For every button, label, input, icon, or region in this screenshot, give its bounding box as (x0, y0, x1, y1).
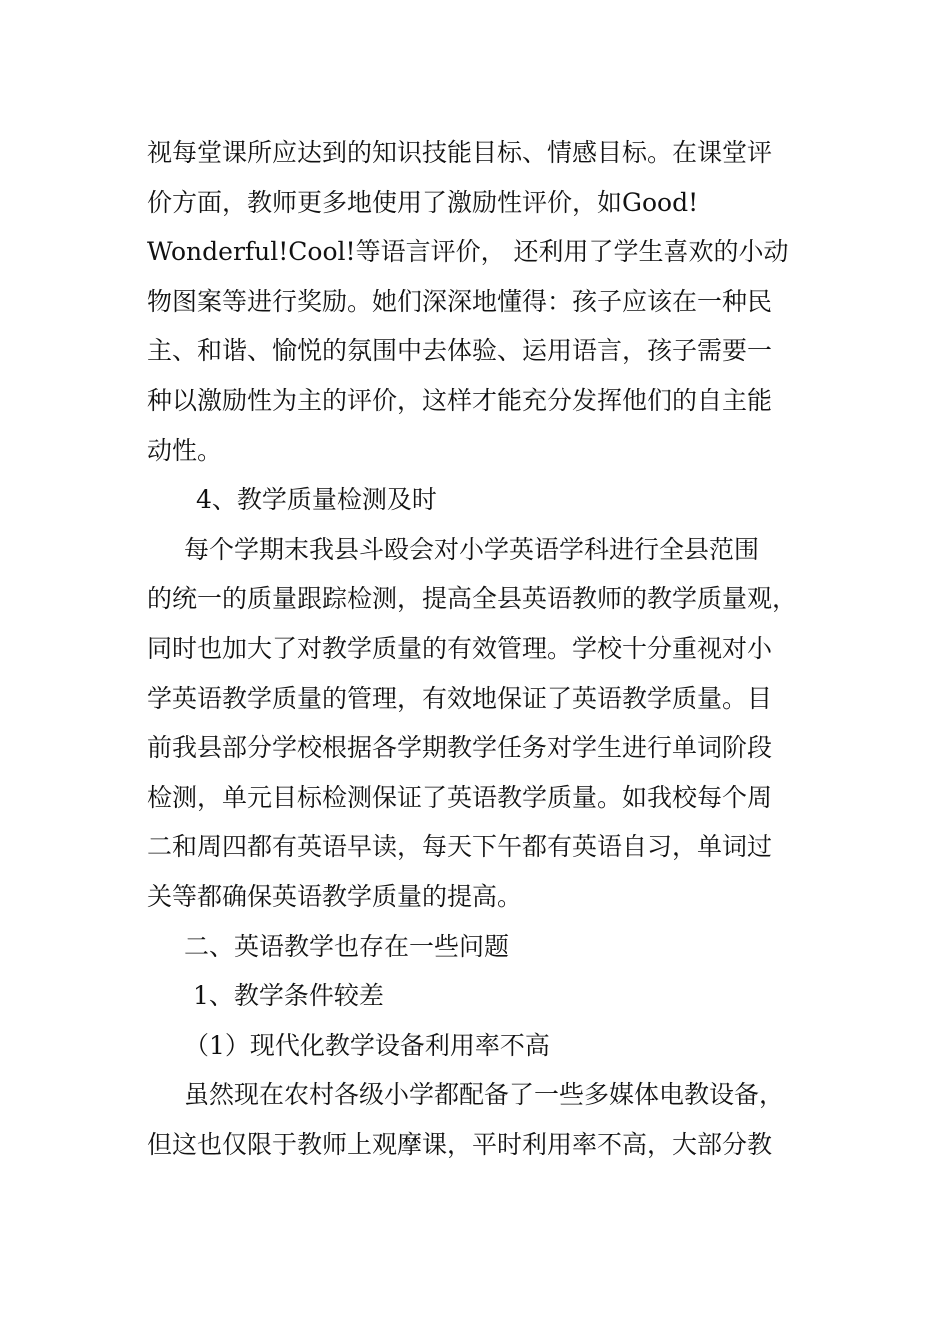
paragraph-line: 关等都确保英语教学质量的提高。 (147, 881, 523, 911)
section-heading: 1、教学条件较差 (193, 981, 384, 1011)
paragraph-line: 学英语教学质量的管理，有效地保证了英语教学质量。目 (147, 683, 773, 713)
paragraph-line: 但这也仅限于教师上观摩课，平时利用率不高，大部分教 (147, 1129, 773, 1159)
paragraph-line: 同时也加大了对教学质量的有效管理。学校十分重视对小 (147, 633, 773, 663)
paragraph-line: 主、和谐、愉悦的氛围中去体验、运用语言，孩子需要一 (147, 336, 773, 366)
paragraph-line: 的统一的质量跟踪检测，提高全县英语教师的教学质量观， (147, 584, 798, 614)
paragraph-line: 虽然现在农村各级小学都配备了一些多媒体电教设备， (184, 1080, 785, 1110)
body-text (147, 128, 807, 1169)
paragraph-line: 动性。 (147, 435, 223, 465)
paragraph-line: 前我县部分学校根据各学期教学任务对学生进行单词阶段 (147, 733, 773, 763)
chapter-heading: 二、英语教学也存在一些问题 (184, 931, 510, 961)
paragraph-line: 种以激励性为主的评价，这样才能充分发挥他们的自主能 (147, 385, 773, 415)
paragraph-line: 物图案等进行奖励。她们深深地懂得：孩子应该在一种民 (147, 286, 773, 316)
paragraph-line: 价方面，教师更多地使用了激励性评价，如Good! (147, 187, 699, 217)
section-heading: 4、教学质量检测及时 (196, 485, 437, 515)
subsection-heading: （1）现代化教学设备利用率不高 (184, 1030, 550, 1060)
paragraph-line: 检测，单元目标检测保证了英语教学质量。如我校每个周 (147, 782, 773, 812)
paragraph-line: Wonderful!Cool!等语言评价， 还利用了学生喜欢的小动 (147, 237, 789, 267)
paragraph-line: 视每堂课所应达到的知识技能目标、情感目标。在课堂评 (147, 138, 773, 167)
paragraph-line: 每个学期末我县斗殴会对小学英语学科进行全县范围 (184, 534, 760, 564)
paragraph-line: 二和周四都有英语早读，每天下午都有英语自习，单词过 (147, 832, 773, 862)
